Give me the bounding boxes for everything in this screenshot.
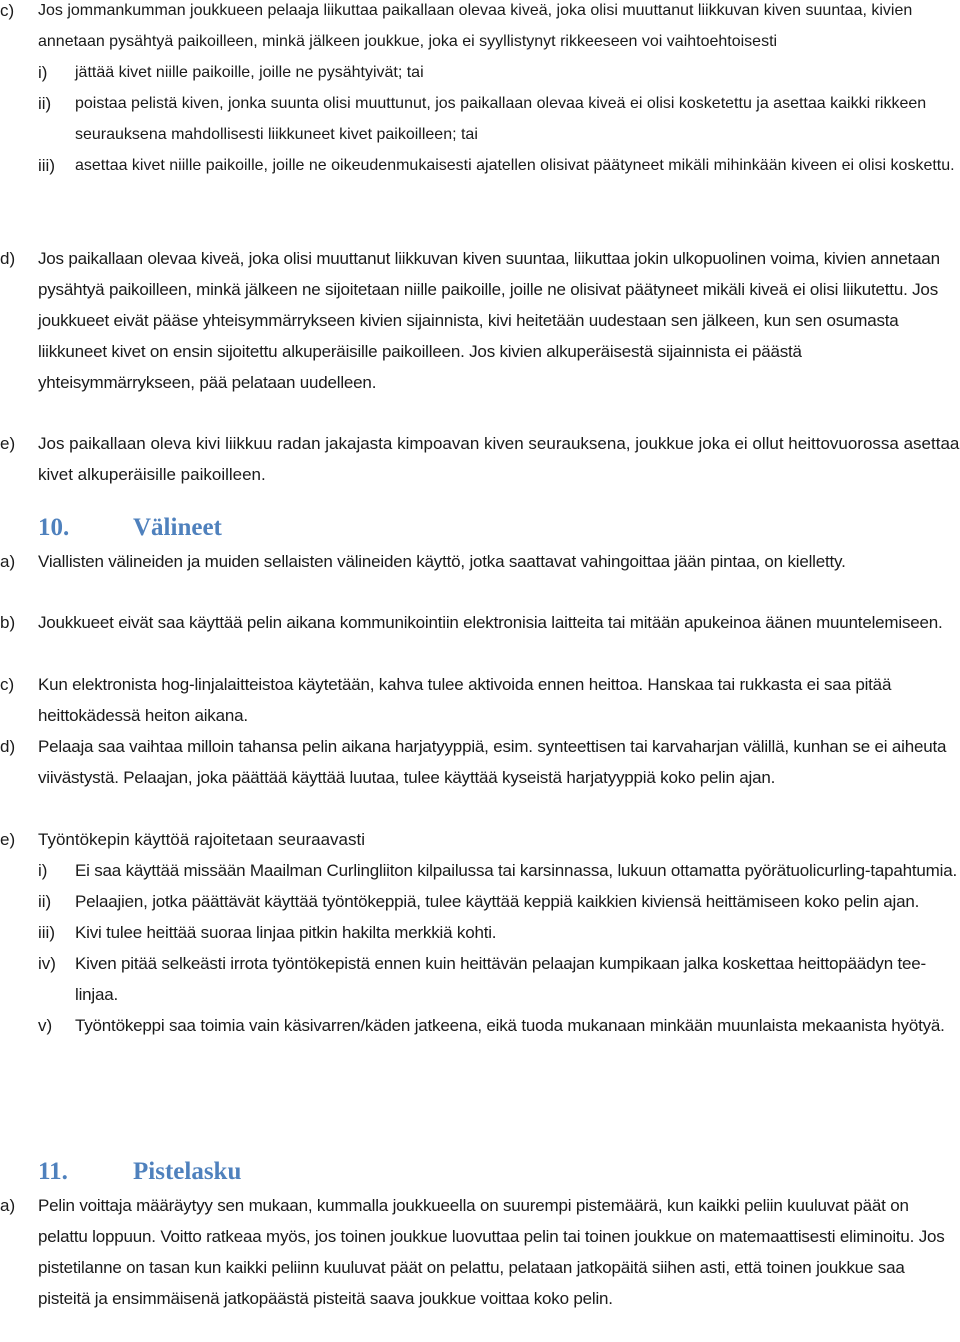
list-item-a <box>0 1190 960 1314</box>
sub-item-marker: ii) <box>38 94 52 113</box>
sub-item-marker: i) <box>38 861 48 880</box>
sub-item-text: poistaa pelistä kiven, jonka suunta olisi muuttunut, jos paikallaan olevaa kiveä ei olisi kosketettu ja asettaa kaikki rikkeen seurauksena mahdollisesti liikkuneet kivet paikoilleen; tai <box>75 95 927 143</box>
sub-item-iii <box>0 150 960 181</box>
item-marker: c) <box>0 1 15 20</box>
item-text: Jos jommankumman joukkueen pelaaja liikuttaa paikallaan olevaa kiveä, joka olisi muuttanut liikkuvan kiven suuntaa, kivien annetaan pysähtyä paikoilleen, minkä jälkeen joukkue, joka ei syyllistynyt rikkeeseen voi vaihtoehtoisesti <box>38 2 913 50</box>
sub-item-v <box>0 1010 960 1041</box>
item-text: Pelaaja saa vaihtaa milloin tahansa pelin aikana harjatyyppiä, esim. synteettisen tai karvaharjan välillä, kunhan se ei aiheuta viivästystä. Pelaajan, joka päättää käyttää luutaa, tulee käyttää kyseistä harjatyyppiä koko pelin ajan. <box>38 737 947 787</box>
sub-item-ii <box>0 886 960 917</box>
sub-item-iii <box>0 917 960 948</box>
item-marker: a) <box>0 552 16 571</box>
heading-number: 11. <box>38 1158 68 1185</box>
section-heading-11 <box>38 1156 241 1188</box>
item-marker: c) <box>0 675 15 694</box>
sub-item-marker: i) <box>38 63 48 82</box>
sub-item-i <box>0 855 960 886</box>
item-marker: d) <box>0 737 16 756</box>
sub-item-text: Kivi tulee heittää suoraa linjaa pitkin hakilta merkkiä kohti. <box>75 923 497 942</box>
sub-item-marker: v) <box>38 1016 53 1035</box>
sub-item-marker: ii) <box>38 892 52 911</box>
list-item-e <box>0 428 960 490</box>
item-text: Jos paikallaan olevaa kiveä, joka olisi muuttanut liikkuvan kiven suuntaa, liikuttaa jokin ulkopuolinen voima, kivien annetaan pysähtyä paikoilleen, minkä jälkeen ne sijoitetaan niille paikoille, joille ne olisivat päätyneet mikäli kiveä ei olisi liikutettu. Jos joukkueet eivät pääse yhteisymmärrykseen kivien sijainnista, kivi heitetään uudestaan sen jälkeen, kun sen osumasta liikkuneet kivet on ensin sijoitettu alkuperäisille paikoilleen. Jos kivien alkuperäisestä sijainnista ei päästä yhteisymmärrykseen, pää pelataan uudelleen. <box>38 249 940 392</box>
sub-item-marker: iii) <box>38 923 55 942</box>
sub-item-marker: iv) <box>38 954 56 973</box>
sub-item-text: jättää kivet niille paikoille, joille ne pysähtyivät; tai <box>75 64 424 81</box>
item-marker: d) <box>0 249 16 268</box>
heading-title: Välineet <box>133 514 222 541</box>
list-item-d <box>0 731 960 793</box>
list-item-c <box>0 669 960 731</box>
item-marker: a) <box>0 1196 16 1215</box>
list-item-d <box>0 243 960 398</box>
sub-item-text: Pelaajien, jotka päättävät käyttää työntökeppiä, tulee käyttää keppiä kaikkien kiviensä heittämiseen koko pelin ajan. <box>75 892 920 911</box>
sub-item-text: Kiven pitää selkeästi irrota työntökepistä ennen kuin heittävän pelaajan kumpikaan jalka koskettaa heittopäädyn tee-linjaa. <box>75 954 926 1004</box>
heading-title: Pistelasku <box>133 1158 242 1185</box>
sub-item-iv <box>0 948 960 1010</box>
item-text: Viallisten välineiden ja muiden sellaisten välineiden käyttö, jotka saattavat vahingoittaa jään pintaa, on kielletty. <box>38 552 846 571</box>
item-text: Pelin voittaja määräytyy sen mukaan, kummalla joukkueella on suurempi pistemäärä, kun kaikki peliin kuuluvat päät on pelattu loppuun. Voitto ratkeaa myös, jos toinen joukkue luovuttaa pelin tai toinen joukkue on matemaattisesti eliminoitu. Jos pistetilanne on tasan kun kaikki peliinn kuuluvat päät on pelattu, pelataan jatkopäitä siihen asti, että toinen joukkue saa pisteitä ja ensimmäisenä jatkopäästä pisteitä saava joukkue voittaa koko pelin. <box>38 1196 945 1308</box>
sub-item-text: asettaa kivet niille paikoille, joille ne oikeudenmukaisesti ajatellen olisivat päätyneet mikäli mihinkään kiveen ei olisi koskettu. <box>75 157 955 174</box>
item-marker: e) <box>0 830 16 849</box>
heading-number: 10. <box>38 514 70 541</box>
sub-item-ii <box>0 88 960 150</box>
item-text: Kun elektronista hog-linjalaitteistoa käytetään, kahva tulee aktivoida ennen heittoa. Hanskaa tai rukkasta ei saa pitää heittokädessä heiton aikana. <box>38 675 892 725</box>
section-heading-10 <box>38 512 222 544</box>
item-text: Jos paikallaan oleva kivi liikkuu radan jakajasta kimpoavan kiven seurauksena, joukkue joka ei ollut heittovuorossa asettaa kivet alkuperäisille paikoilleen. <box>38 434 960 484</box>
item-marker: b) <box>0 613 16 632</box>
sub-item-text: Työntökeppi saa toimia vain käsivarren/käden jatkeena, eikä tuoda mukanaan minkään muunlaista mekaanista hyötyä. <box>75 1016 945 1035</box>
sub-item-i <box>0 57 960 88</box>
sub-item-text: Ei saa käyttää missään Maailman Curlingliiton kilpailussa tai karsinnassa, lukuun ottamatta pyörätuolicurling-tapahtumia. <box>75 861 957 880</box>
list-item-a <box>0 546 960 577</box>
item-text: Joukkueet eivät saa käyttää pelin aikana kommunikointiin elektronisia laitteita tai mitään apukeinoa äänen muuntelemiseen. <box>38 613 943 632</box>
item-marker: e) <box>0 434 16 453</box>
list-item-e <box>0 824 960 1041</box>
list-item-c <box>0 0 960 181</box>
list-item-b <box>0 607 960 638</box>
sub-item-marker: iii) <box>38 156 55 175</box>
item-text: Työntökepin käyttöä rajoitetaan seuraavasti <box>38 830 365 849</box>
